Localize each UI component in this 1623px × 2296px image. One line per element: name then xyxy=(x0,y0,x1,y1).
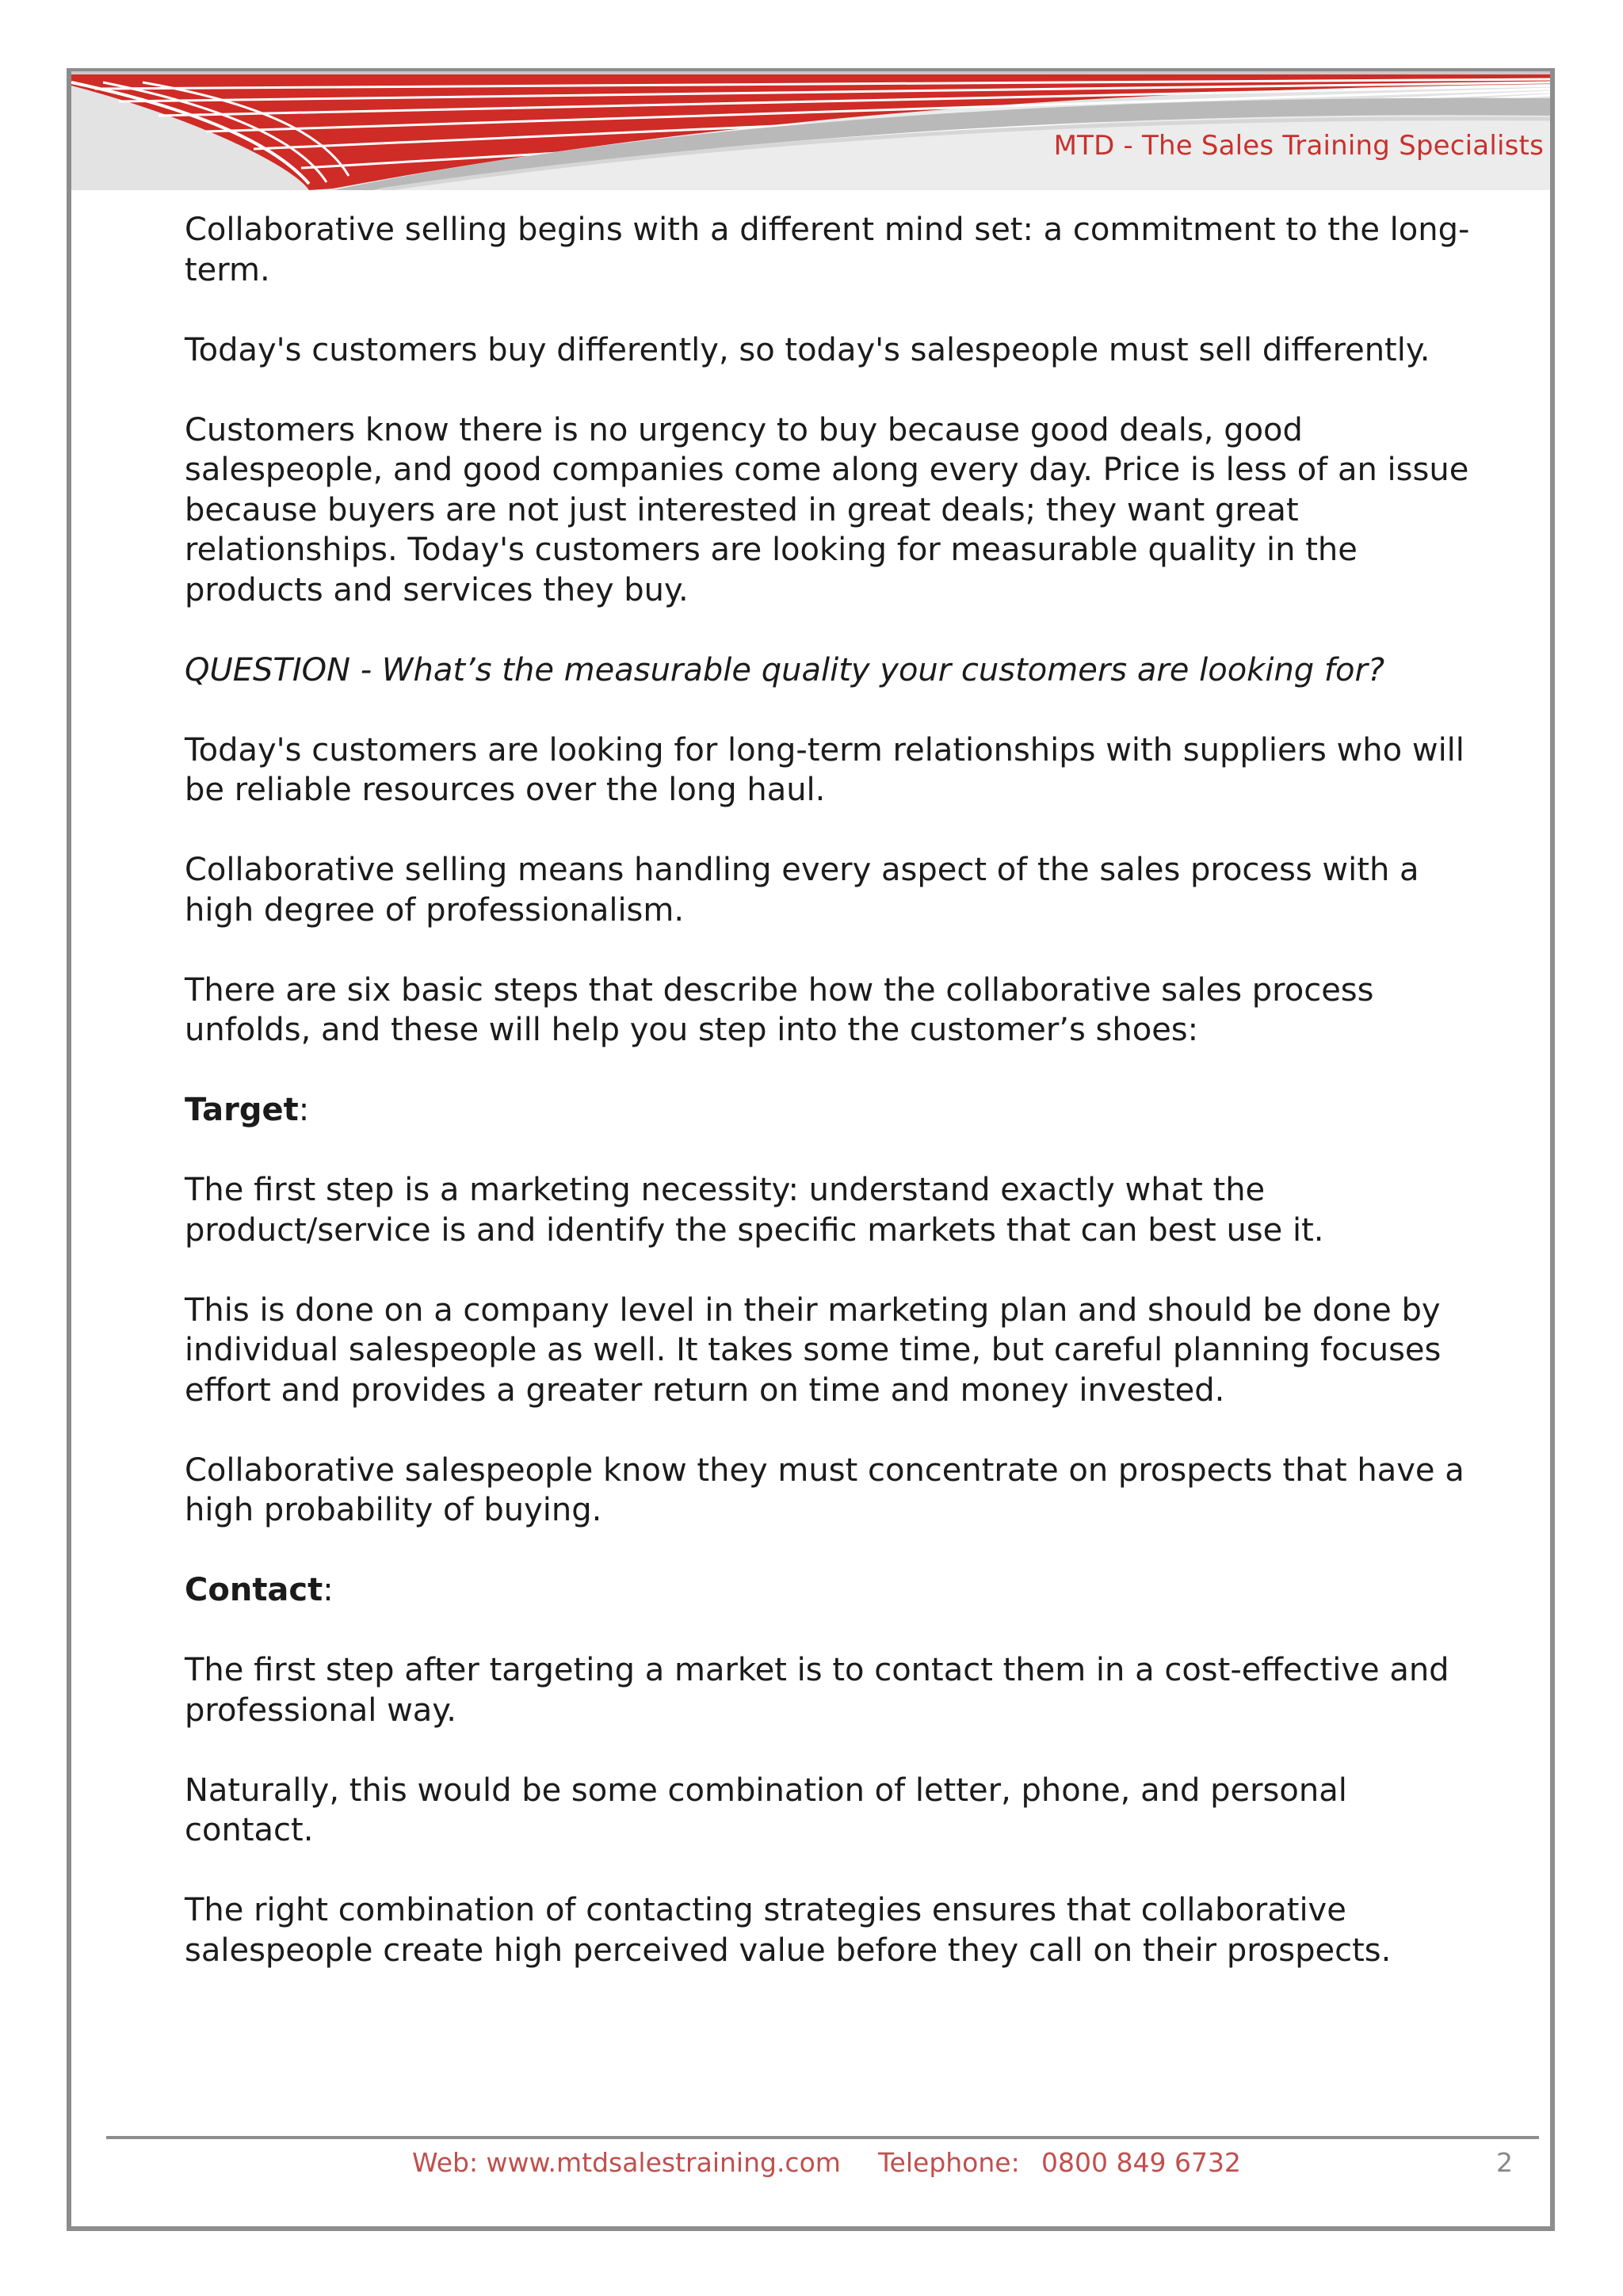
paragraph: Naturally, this would be some combination of letter, phone, and personal contact. xyxy=(185,1772,1347,1848)
page-footer xyxy=(0,2144,1623,2182)
paragraph: The right combination of contacting strategies ensures that collaborative salespeople create high perceived value before they call on their prospects. xyxy=(185,1892,1392,1969)
paragraph: The first step after targeting a market is to contact them in a cost-effective and professional way. xyxy=(185,1652,1449,1729)
heading-text: Contact xyxy=(185,1572,323,1608)
brand-tagline: MTD - The Sales Training Specialists xyxy=(1053,130,1544,162)
section-heading-target xyxy=(185,1090,1484,1131)
document-body xyxy=(185,210,1484,2011)
paragraph: Collaborative salespeople know they must concentrate on prospects that have a high probability of buying. xyxy=(185,1451,1465,1528)
footer-web-link[interactable]: Web: www.mtdsalestraining.com xyxy=(412,2147,841,2178)
heading-text: Target xyxy=(185,1092,299,1128)
heading-colon: : xyxy=(323,1572,334,1608)
footer-telephone-label: Telephone: xyxy=(878,2147,1020,2178)
paragraph: Collaborative selling means handling every aspect of the sales process with a high degree of professionalism. xyxy=(185,852,1419,929)
paragraph: The first step is a marketing necessity: understand exactly what the product/service is and identify the specific markets that can best use it. xyxy=(185,1172,1324,1249)
question-paragraph: QUESTION - What’s the measurable quality your customers are looking for? xyxy=(185,651,1385,688)
heading-colon: : xyxy=(298,1092,310,1128)
paragraph: Collaborative selling begins with a different mind set: a commitment to the long-term. xyxy=(185,212,1470,288)
paragraph: Today's customers are looking for long-term relationships with suppliers who will be reliable resources over the long haul. xyxy=(185,731,1465,808)
footer-divider xyxy=(106,2136,1539,2139)
paragraph: There are six basic steps that describe how the collaborative sales process unfolds, and these will help you step into the customer’s shoes: xyxy=(185,971,1374,1048)
paragraph: Today's customers buy differently, so today's salespeople must sell differently. xyxy=(185,331,1430,368)
section-heading-contact xyxy=(185,1570,1484,1611)
paragraph: Customers know there is no urgency to buy because good deals, good salespeople, and good companies come along every day. Price is less of an issue because buyers are not just interested in great deals; they want great relationships. Today's customers are looking for measurable quality in the products and services they buy. xyxy=(185,411,1469,608)
page-number: 2 xyxy=(1496,2147,1513,2178)
paragraph: This is done on a company level in their marketing plan and should be done by individual salespeople as well. It takes some time, but careful planning focuses effort and provides a greater return on time and money invested. xyxy=(185,1291,1442,1409)
footer-telephone-number: 0800 849 6732 xyxy=(1041,2147,1241,2178)
